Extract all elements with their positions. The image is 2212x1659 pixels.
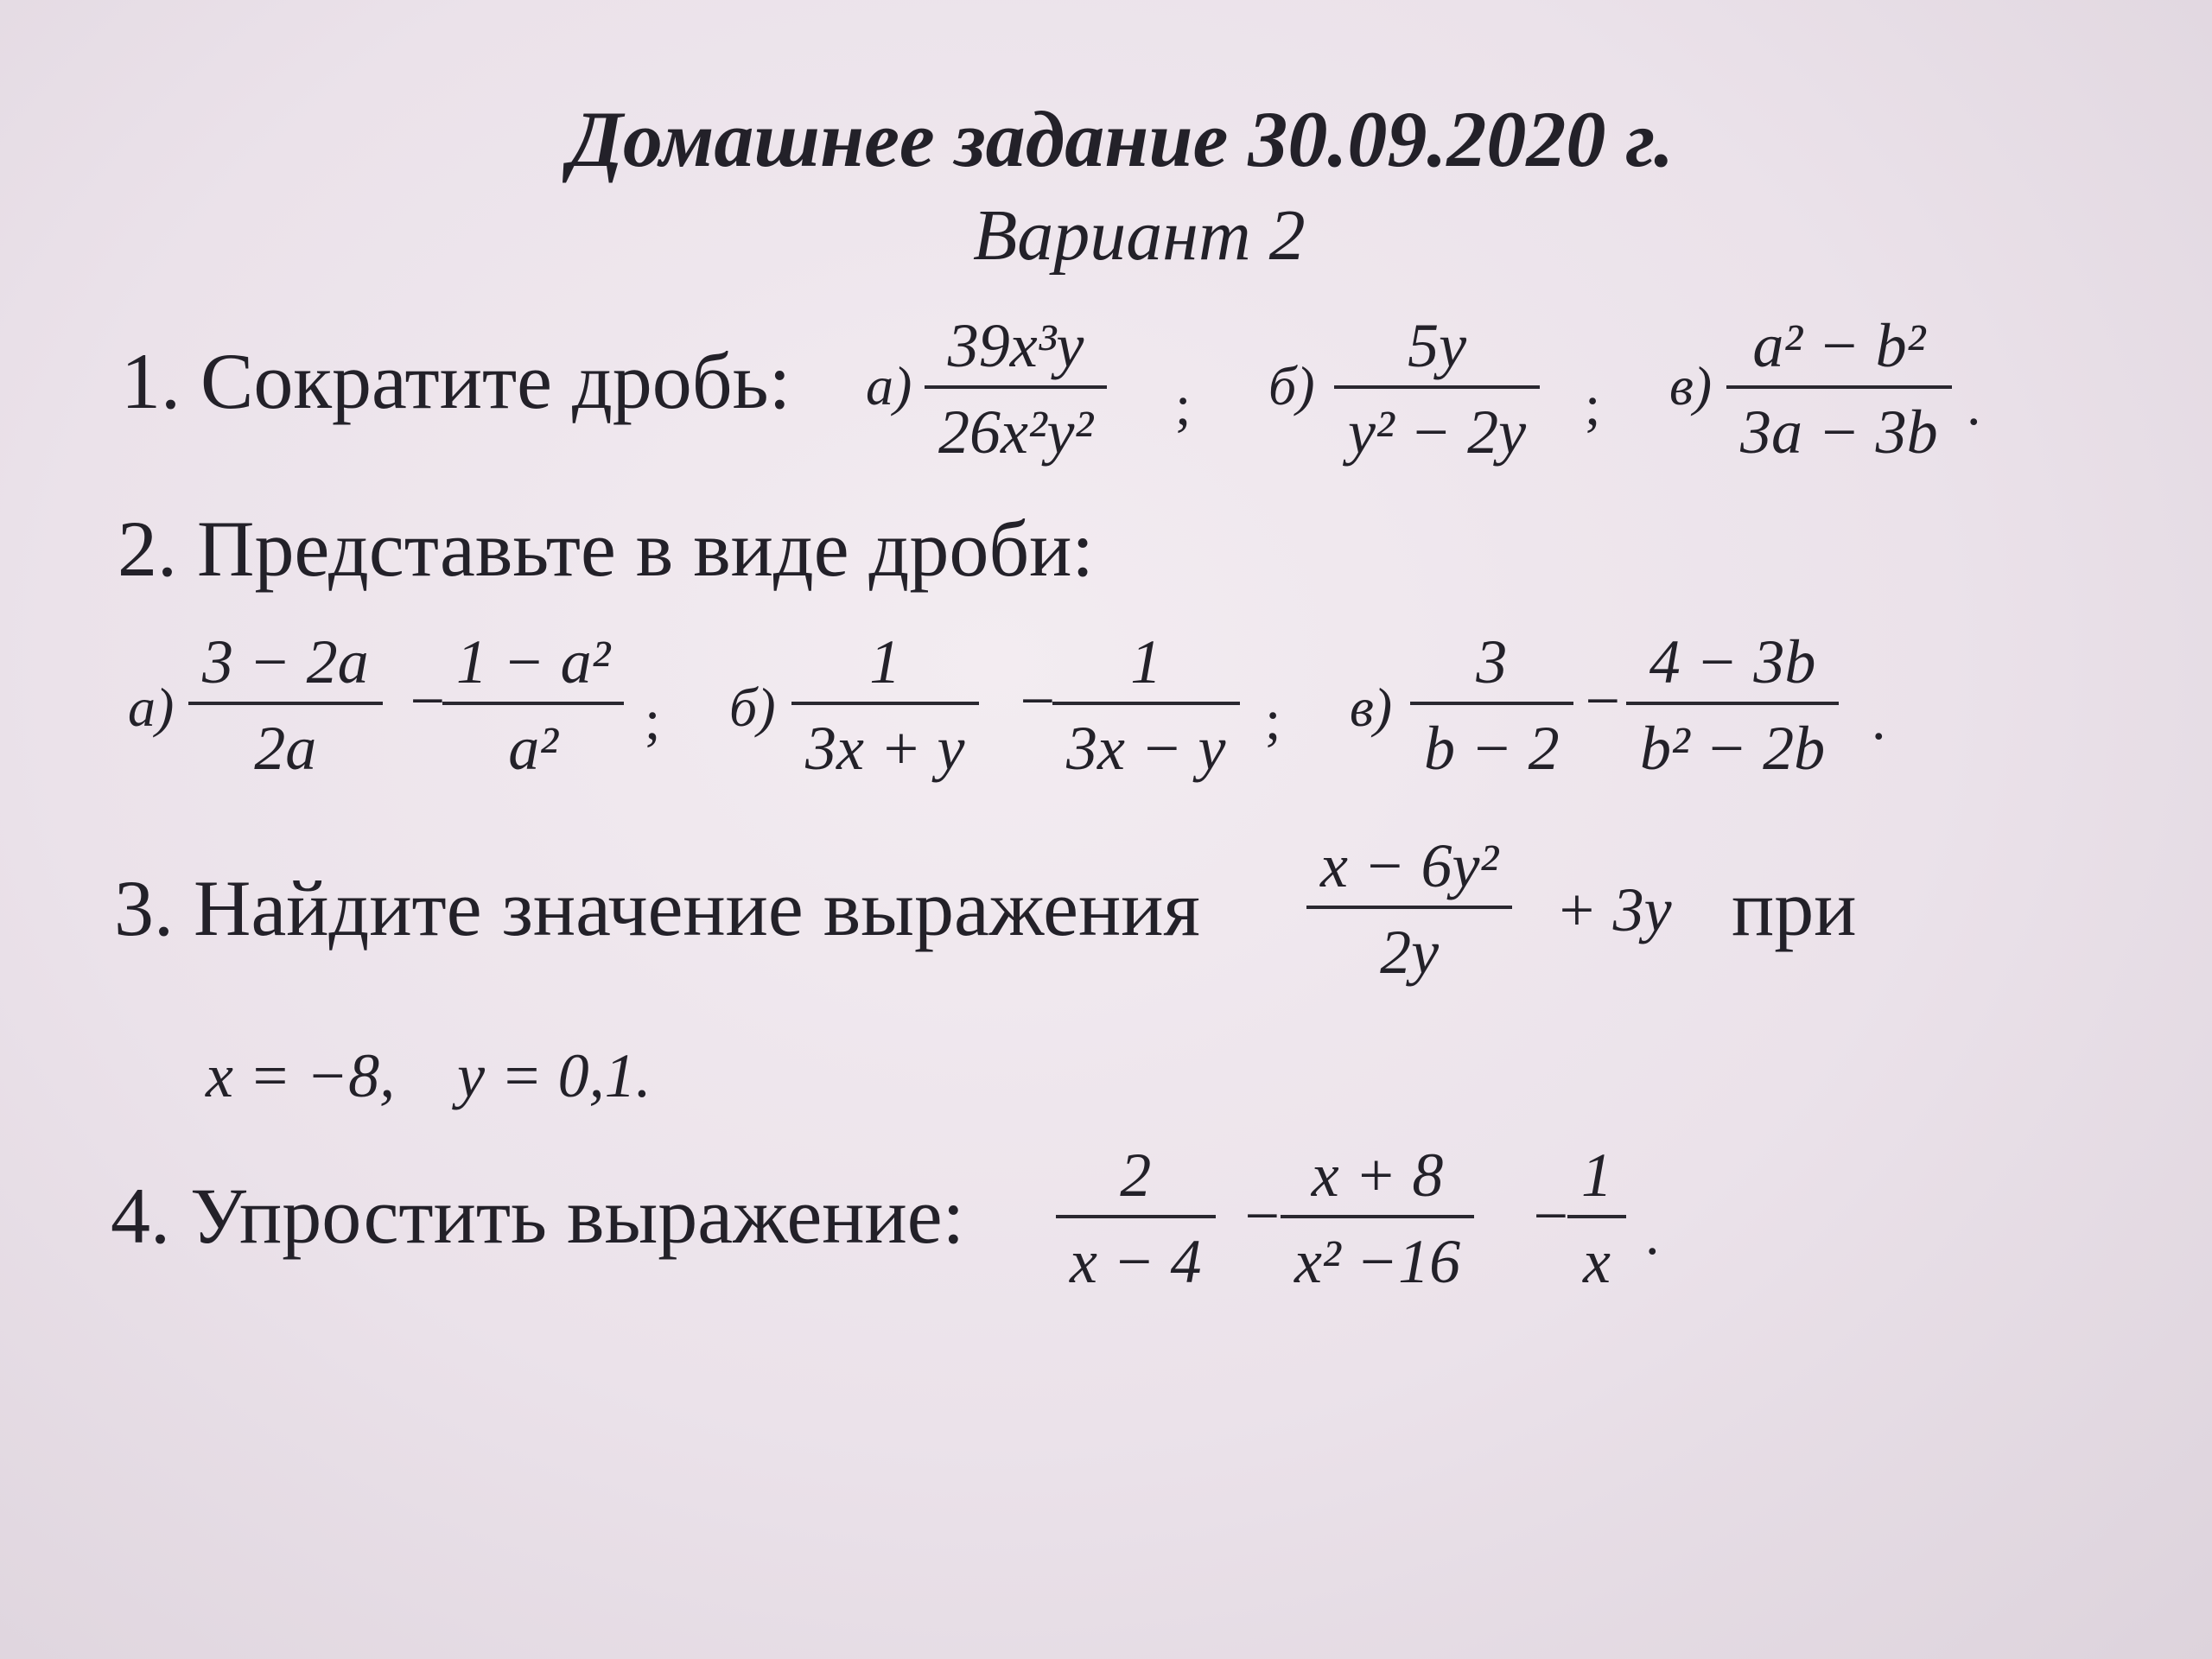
task3-tail: при <box>1732 864 1857 952</box>
task2-separator-2: ; <box>1265 689 1281 752</box>
task1-end-dot: . <box>1967 374 1981 437</box>
task2-a1-numerator: 3 − 2a <box>202 627 369 696</box>
task1-c-denominator: 3a − 3b <box>1726 385 1952 463</box>
variant-label: Вариант 2 <box>973 195 1306 276</box>
task2-b1-numerator: 1 <box>869 627 901 696</box>
task1-text: 1. Сократите дробь: <box>121 337 791 425</box>
task1-separator-2: ; <box>1585 374 1601 437</box>
task3-denominator: 2y <box>1306 906 1512 983</box>
task4-minus-2: − <box>1529 1181 1572 1250</box>
task1-a-denominator: 26x²y² <box>925 385 1107 463</box>
task4-f1-denominator: x − 4 <box>1056 1215 1216 1293</box>
task2-a2-numerator: 1 − a² <box>456 627 611 696</box>
task4-fraction-3 <box>1574 1141 1619 1296</box>
task1-fraction-a <box>931 311 1100 467</box>
task3-values: x = −8, y = 0,1. <box>206 1041 652 1110</box>
task2-c1-denominator: b − 2 <box>1410 702 1573 779</box>
task2-label-b: б) <box>729 677 776 738</box>
task2-c2-numerator: 4 − 3b <box>1649 627 1816 696</box>
task1-label-b: б) <box>1268 355 1315 416</box>
task4-end-dot: . <box>1645 1204 1660 1267</box>
task2-fraction-b1 <box>798 627 972 783</box>
page-title: Домашнее задание 30.09.2020 г. <box>569 95 1675 183</box>
task4-fraction-2 <box>1287 1141 1467 1296</box>
task2-b2-denominator: 3x − y <box>1052 702 1240 779</box>
task2-b2-numerator: 1 <box>1130 627 1162 696</box>
task2-end-dot: . <box>1872 689 1886 752</box>
task2-minus-a: − <box>406 666 448 735</box>
task2-text: 2. Представьте в виде дроби: <box>118 505 1094 593</box>
task1-separator-1: ; <box>1175 374 1192 437</box>
task2-fraction-c1 <box>1417 627 1567 783</box>
task3-text: 3. Найдите значение выражения <box>114 864 1200 952</box>
task2-b1-denominator: 3x + y <box>791 702 979 779</box>
task4-f3-numerator: 1 <box>1581 1141 1612 1210</box>
task4-f3-denominator: x <box>1567 1215 1626 1293</box>
task2-c2-denominator: b² − 2b <box>1626 702 1839 779</box>
task3-plus-term: + 3y <box>1555 875 1672 944</box>
task2-separator-1: ; <box>645 689 661 752</box>
task4-minus-1: − <box>1241 1181 1283 1250</box>
task1-label-c: в) <box>1669 355 1713 416</box>
task2-fraction-a1 <box>195 627 376 783</box>
task1-fraction-c <box>1733 311 1945 467</box>
task3-fraction <box>1313 831 1505 987</box>
task2-fraction-c2 <box>1633 627 1832 783</box>
task4-fraction-1 <box>1063 1141 1209 1296</box>
task2-minus-c: − <box>1581 666 1624 735</box>
task1-b-denominator: y² − 2y <box>1334 385 1540 463</box>
task2-fraction-a2 <box>449 627 617 783</box>
task4-f2-numerator: x + 8 <box>1311 1141 1444 1210</box>
task2-label-a: а) <box>128 677 175 738</box>
task1-c-numerator: a² − b² <box>1752 311 1926 380</box>
task2-label-c: в) <box>1350 677 1393 738</box>
task1-fraction-b <box>1341 311 1533 467</box>
task2-a2-denominator: a² <box>442 702 624 779</box>
task2-fraction-b2 <box>1059 627 1233 783</box>
task4-text: 4. Упростить выражение: <box>111 1172 965 1260</box>
task2-minus-b: − <box>1016 666 1058 735</box>
task4-f1-numerator: 2 <box>1120 1141 1152 1210</box>
task1-b-numerator: 5y <box>1408 311 1467 380</box>
task2-a1-denominator: 2a <box>188 702 383 779</box>
task1-label-a: а) <box>866 355 912 416</box>
task3-numerator: x − 6y² <box>1320 831 1499 900</box>
task2-c1-numerator: 3 <box>1476 627 1508 696</box>
task4-f2-denominator: x² −16 <box>1281 1215 1474 1293</box>
task1-a-numerator: 39x³y <box>947 311 1084 380</box>
